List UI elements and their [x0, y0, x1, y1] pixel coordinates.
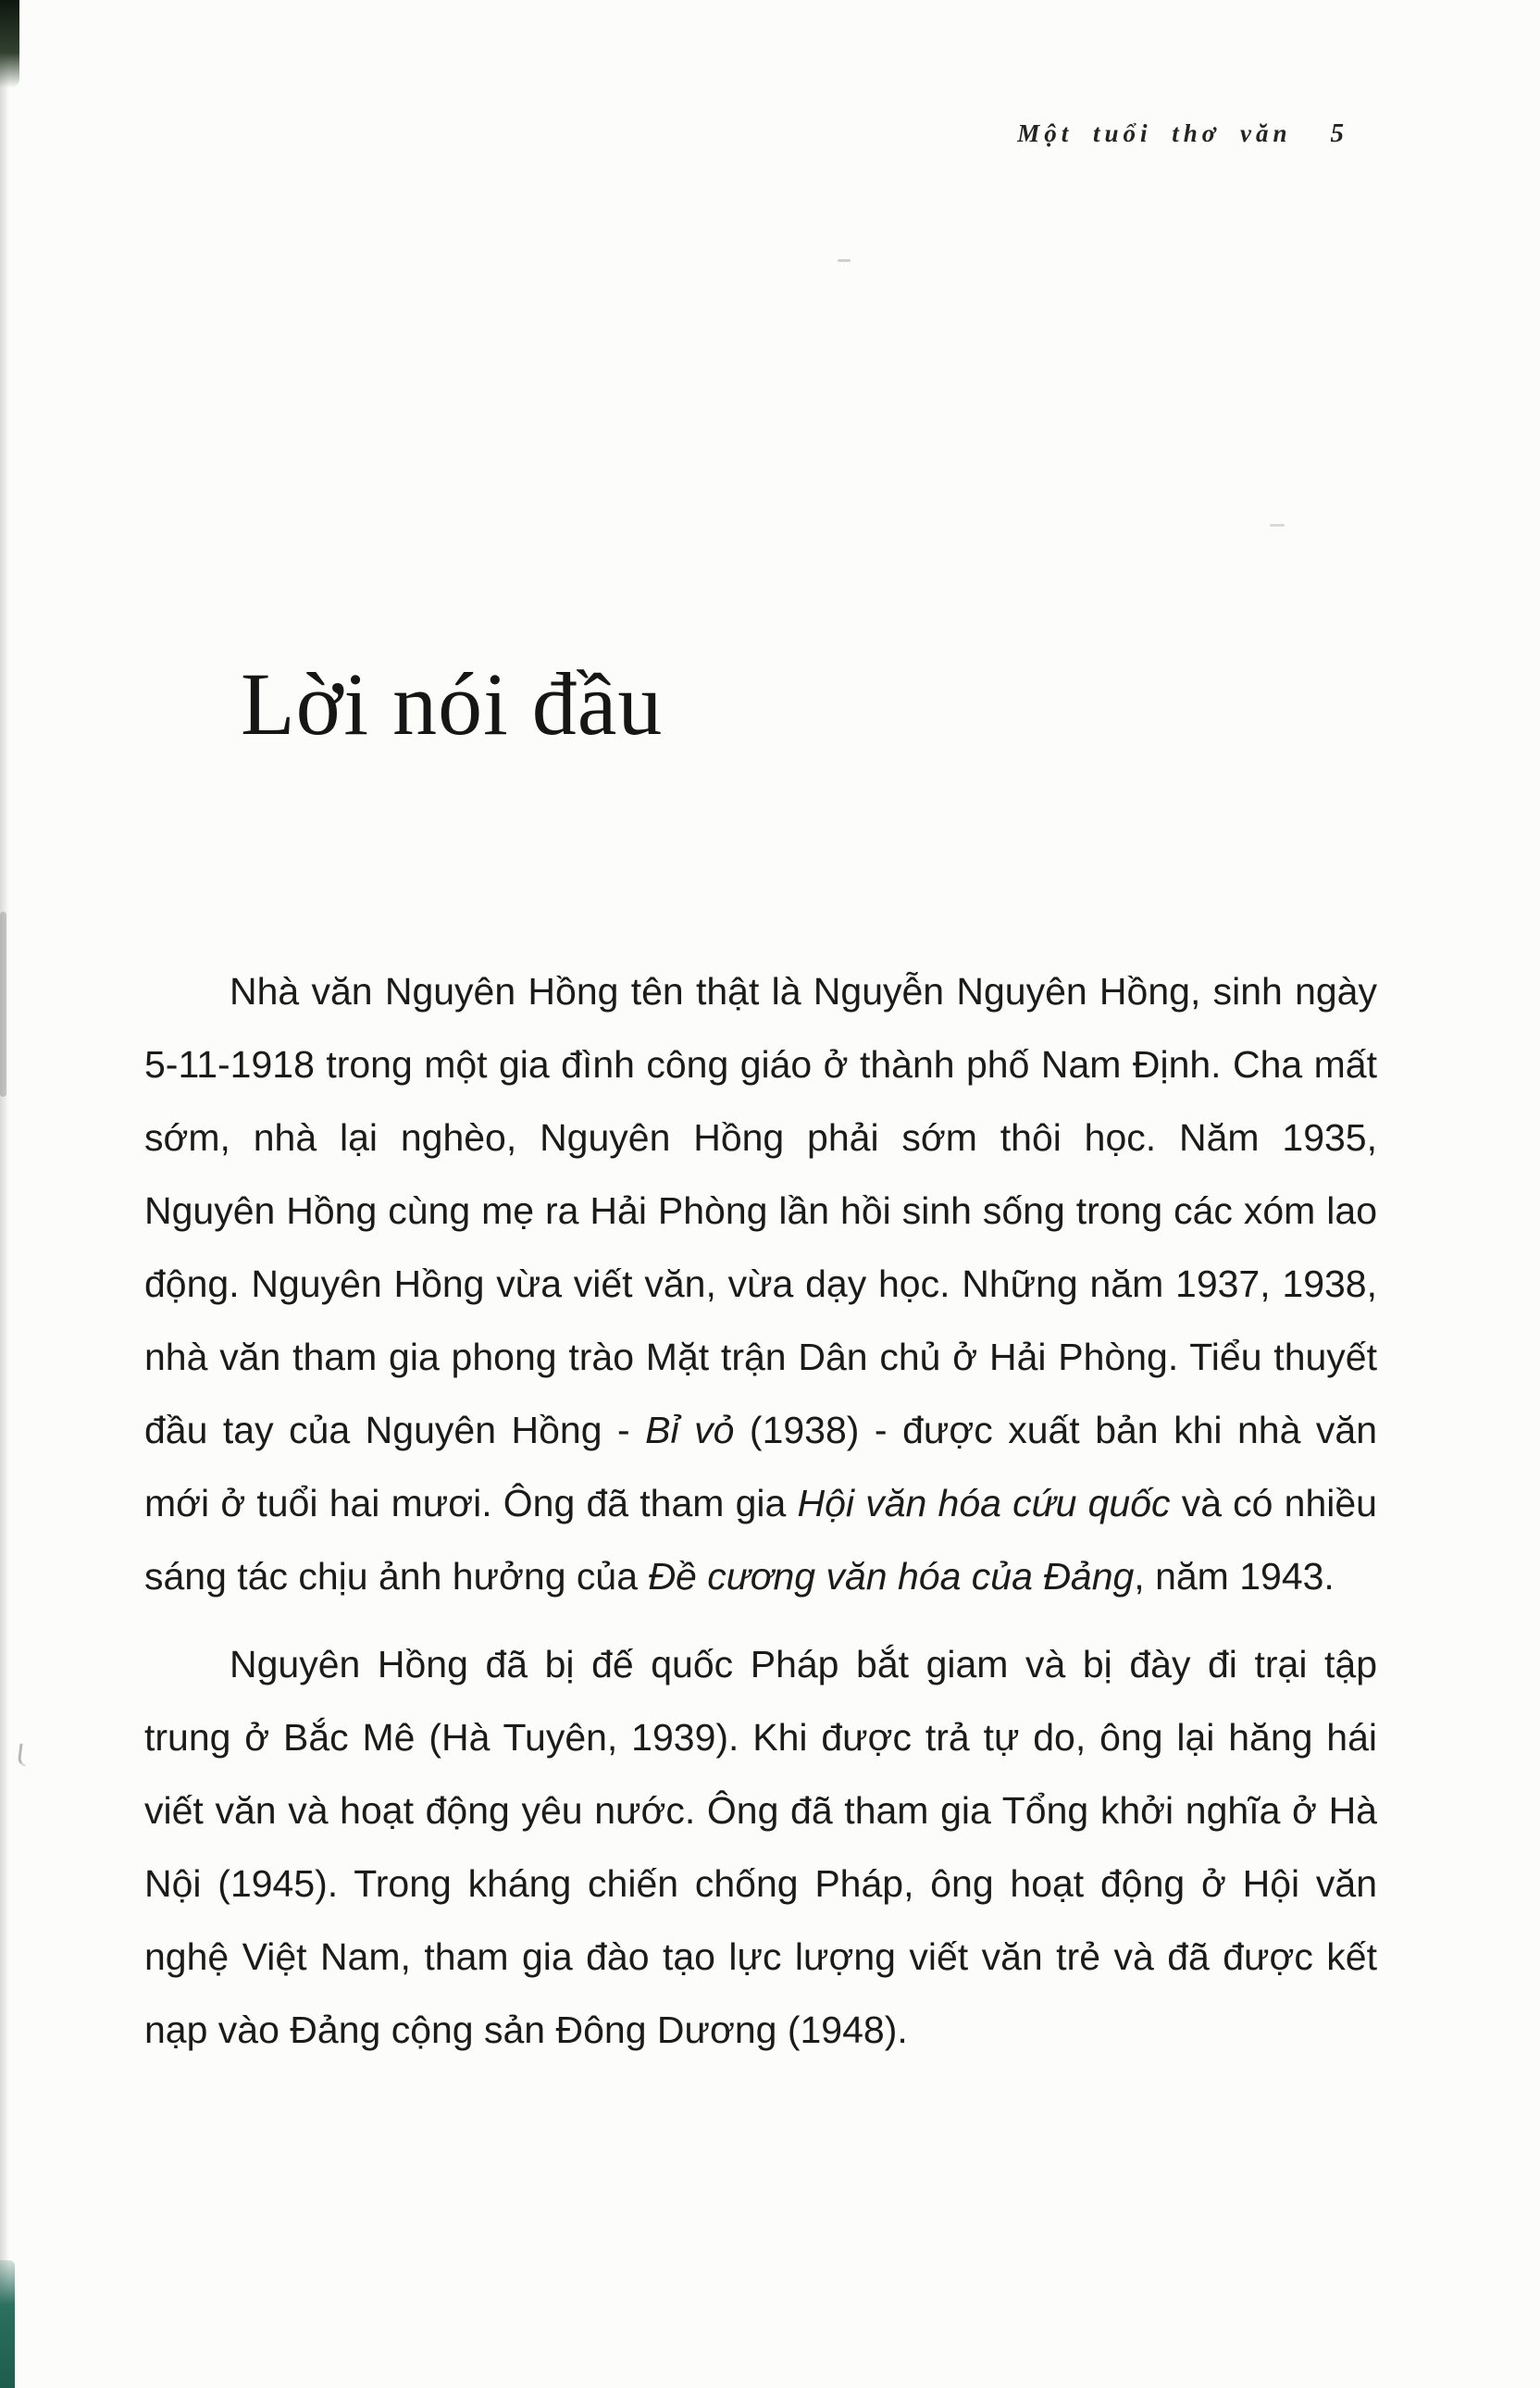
italic-text-run-book-title: Bỉ vỏ [645, 1409, 735, 1451]
scan-speck [838, 259, 851, 262]
running-head-title: Một tuổi thơ văn [1017, 119, 1292, 147]
italic-text-run-organization: Hội văn hóa cứu quốc [797, 1482, 1171, 1524]
text-run: và có nhiều sáng tác chịu ảnh hưởng của [144, 1482, 1377, 1598]
scan-edge-shadow [0, 0, 9, 2388]
scan-artifact-left-mid [0, 912, 6, 1097]
text-run: Nhà văn Nguyên Hồng tên thật là Nguyễn Nguyên Hồng, sinh ngày 5-11-1918 trong một gia đình công giáo ở thành phố Nam Định. Cha mất sớm, nhà lại nghèo, Nguyên Hồng phải sớm thôi học. Năm 1935, Nguyên Hồng cùng mẹ ra Hải Phòng lần hồi sinh sống trong các xóm lao động. Nguyên Hồng vừa viết văn, vừa dạy học. Những năm 1937, 1938, nhà văn tham gia phong trào Mặt trận Dân chủ ở Hải Phòng. Tiểu thuyết đầu tay của Nguyên Hồng - [144, 970, 1377, 1451]
body-text [144, 955, 1377, 2067]
scan-artifact-top-left [0, 0, 19, 88]
page-number: 5 [1330, 118, 1344, 148]
text-run: (1938) - được xuất bản khi nhà văn mới ở tuổi hai mươi. Ông đã tham gia [144, 1409, 1377, 1524]
text-run: Nguyên Hồng đã bị đế quốc Pháp bắt giam và bị đày đi trại tập trung ở Bắc Mê (Hà Tuyên, 1939). Khi được trả tự do, ông lại hăng hái viết văn và hoạt động yêu nước. Ông đã tham gia Tổng khởi nghĩa ở Hà Nội (1945). Trong kháng chiến chống Pháp, ông hoạt động ở Hội văn nghệ Việt Nam, tham gia đào tạo lực lượng viết văn trẻ và đã được kết nạp vào Đảng cộng sản Đông Dương (1948). [144, 1643, 1377, 2051]
running-head [1017, 118, 1344, 149]
text-run: , năm 1943. [1134, 1555, 1335, 1598]
scan-speck [1270, 524, 1285, 527]
scan-artifact-bottom-left [0, 2260, 15, 2388]
chapter-title: Lời nói đầu [241, 654, 664, 753]
paragraph-1 [144, 955, 1377, 1613]
italic-text-run-document-title: Đề cương văn hóa của Đảng [648, 1555, 1135, 1598]
paragraph-2 [144, 1628, 1377, 2067]
scan-stray-mark [18, 1744, 29, 1767]
